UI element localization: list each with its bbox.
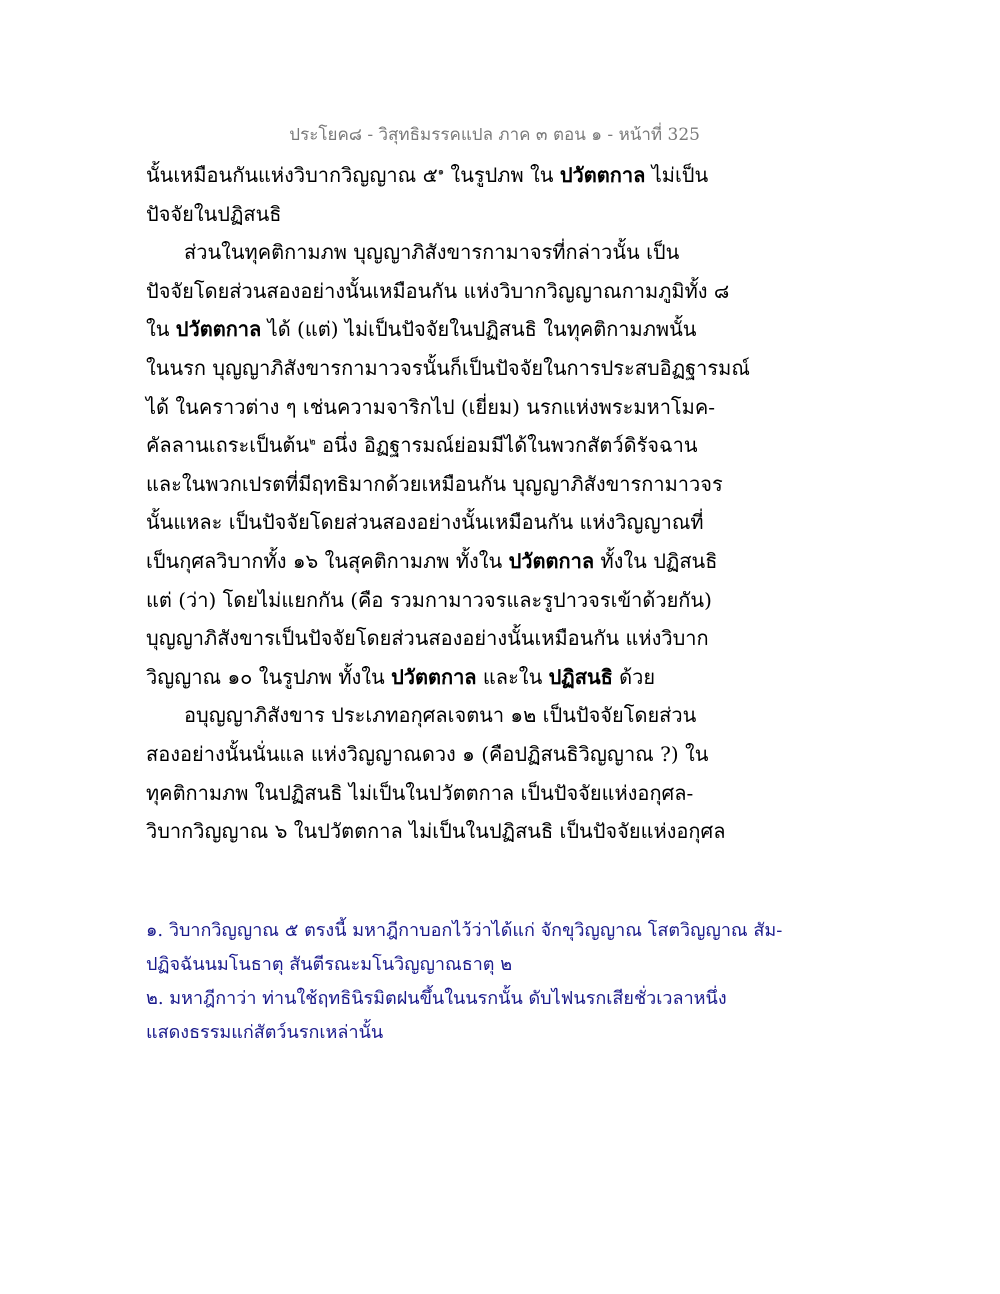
body-line	[146, 349, 750, 388]
body-text	[146, 156, 750, 851]
body-line	[146, 233, 746, 272]
text-run: ในนรก บุญญาภิสังขารกามาวจรนั้นก็เป็นปัจจัยในการประสบอิฏฐารมณ์	[146, 355, 750, 380]
text-run: นั้นแหละ เป็นปัจจัยโดยส่วนสองอย่างนั้นเหมือนกัน แห่งวิญญาณที่	[146, 510, 704, 535]
bold-term: ปวัตตกาล	[508, 548, 595, 573]
text-run: ส่วนในทุคติกามภพ บุญญาภิสังขารกามาจรที่กล่าวนั้น เป็น	[184, 240, 680, 265]
bold-term: ปวัตตกาล	[175, 317, 262, 342]
footnote-line: แสดงธรรมแก่สัตว์นรกเหล่านั้น	[146, 1022, 384, 1043]
text-run: บุญญาภิสังขารเป็นปัจจัยโดยส่วนสองอย่างนั้นเหมือนกัน แห่งวิบาก	[146, 626, 709, 651]
text-run: ในรูปภพ ใน	[444, 163, 560, 187]
bold-term: ปวัตตกาล	[391, 664, 477, 689]
text-run: ทุคติกามภพ ในปฏิสนธิ ไม่เป็นในปวัตตกาล เป็นปัจจัยแห่งอกุศล-	[146, 780, 694, 805]
text-run: และใน	[476, 664, 549, 689]
text-run: ใน	[146, 317, 176, 342]
running-header: ประโยค๘ - วิสุทธิมรรคแปล ภาค ๓ ตอน ๑ - หน้าที่ 325	[289, 125, 700, 145]
footnotes	[146, 914, 783, 1050]
text-run: ปัจจัยในปฏิสนธิ	[146, 201, 282, 226]
text-run: ปัจจัยโดยส่วนสองอย่างนั้นเหมือนกัน แห่งวิบากวิญญาณกามภูมิทั้ง ๘	[146, 278, 730, 303]
body-line	[146, 581, 746, 620]
text-run: อนึ่ง อิฏฐารมณ์ย่อมมีได้ในพวกสัตว์ดิรัจฉาน	[315, 433, 698, 458]
body-line	[146, 658, 746, 697]
body-line	[146, 426, 746, 465]
footnote-marker: ๒	[309, 436, 316, 448]
body-line	[146, 156, 746, 195]
body-line	[146, 696, 746, 735]
footnote-line: ๒. มหาฎีกาว่า ท่านใช้ฤทธินิรมิตฝนขึ้นในนรกนั้น ดับไฟนรกเสียชั่วเวลาหนึ่ง	[146, 988, 727, 1009]
footnote-marker: ๑	[437, 166, 445, 178]
text-run: นั้นเหมือนกันแห่งวิบากวิญญาณ ๕	[146, 163, 438, 187]
body-line	[146, 812, 746, 851]
text-run: อบุญญาภิสังขาร ประเภทอกุศลเจตนา ๑๒ เป็นปัจจัยโดยส่วน	[184, 703, 697, 728]
bold-term: ปวัตตกาล	[559, 163, 646, 187]
text-run: และในพวกเปรตที่มีฤทธิมากด้วยเหมือนกัน บุญญาภิสังขารกามาวจร	[146, 471, 723, 496]
body-line	[146, 774, 746, 813]
footnote-line: ๑. วิบากวิญญาณ ๕ ตรงนี้ มหาฎีกาบอกไว้ว่าได้แก่ จักขุวิญญาณ โสตวิญญาณ สัม-	[146, 920, 783, 941]
body-line	[146, 542, 746, 581]
footnote-line: ปฏิจฉันนมโนธาตุ สันตีรณะมโนวิญญาณธาตุ ๒	[146, 954, 513, 975]
text-run: ได้ ในคราวต่าง ๆ เช่นความจาริกไป (เยี่ยม) นรกแห่งพระมหาโมค-	[146, 394, 715, 419]
body-line	[146, 465, 746, 504]
body-line	[146, 310, 746, 349]
body-line	[146, 388, 746, 427]
text-run: วิบากวิญญาณ ๖ ในปวัตตกาล ไม่เป็นในปฏิสนธิ เป็นปัจจัยแห่งอกุศล	[146, 819, 726, 844]
text-run: วิญญาณ ๑๐ ในรูปภพ ทั้งใน	[146, 664, 392, 689]
text-run: เป็นกุศลวิบากทั้ง ๑๖ ในสุคติกามภพ ทั้งใน	[146, 548, 509, 573]
text-run: สองอย่างนั้นนั่นแล แห่งวิญญาณดวง ๑ (คือปฏิสนธิวิญญาณ ?) ใน	[146, 741, 709, 766]
body-line	[146, 735, 746, 774]
text-run: ด้วย	[612, 664, 656, 689]
bold-term: ปฏิสนธิ	[548, 664, 613, 689]
body-line	[146, 272, 746, 311]
text-run: ไม่เป็น	[645, 163, 709, 187]
body-line	[146, 503, 746, 542]
body-line	[146, 195, 746, 234]
text-run: ทั้งใน ปฏิสนธิ	[594, 548, 718, 573]
body-line	[146, 619, 746, 658]
text-run: ได้ (แต่) ไม่เป็นปัจจัยในปฏิสนธิ ในทุคติกามภพนั้น	[261, 317, 697, 342]
text-run: คัลลานเถระเป็นต้น	[146, 433, 310, 458]
text-run: แต่ (ว่า) โดยไม่แยกกัน (คือ รวมกามาวจรและรูปาวจรเข้าด้วยกัน)	[146, 587, 712, 612]
